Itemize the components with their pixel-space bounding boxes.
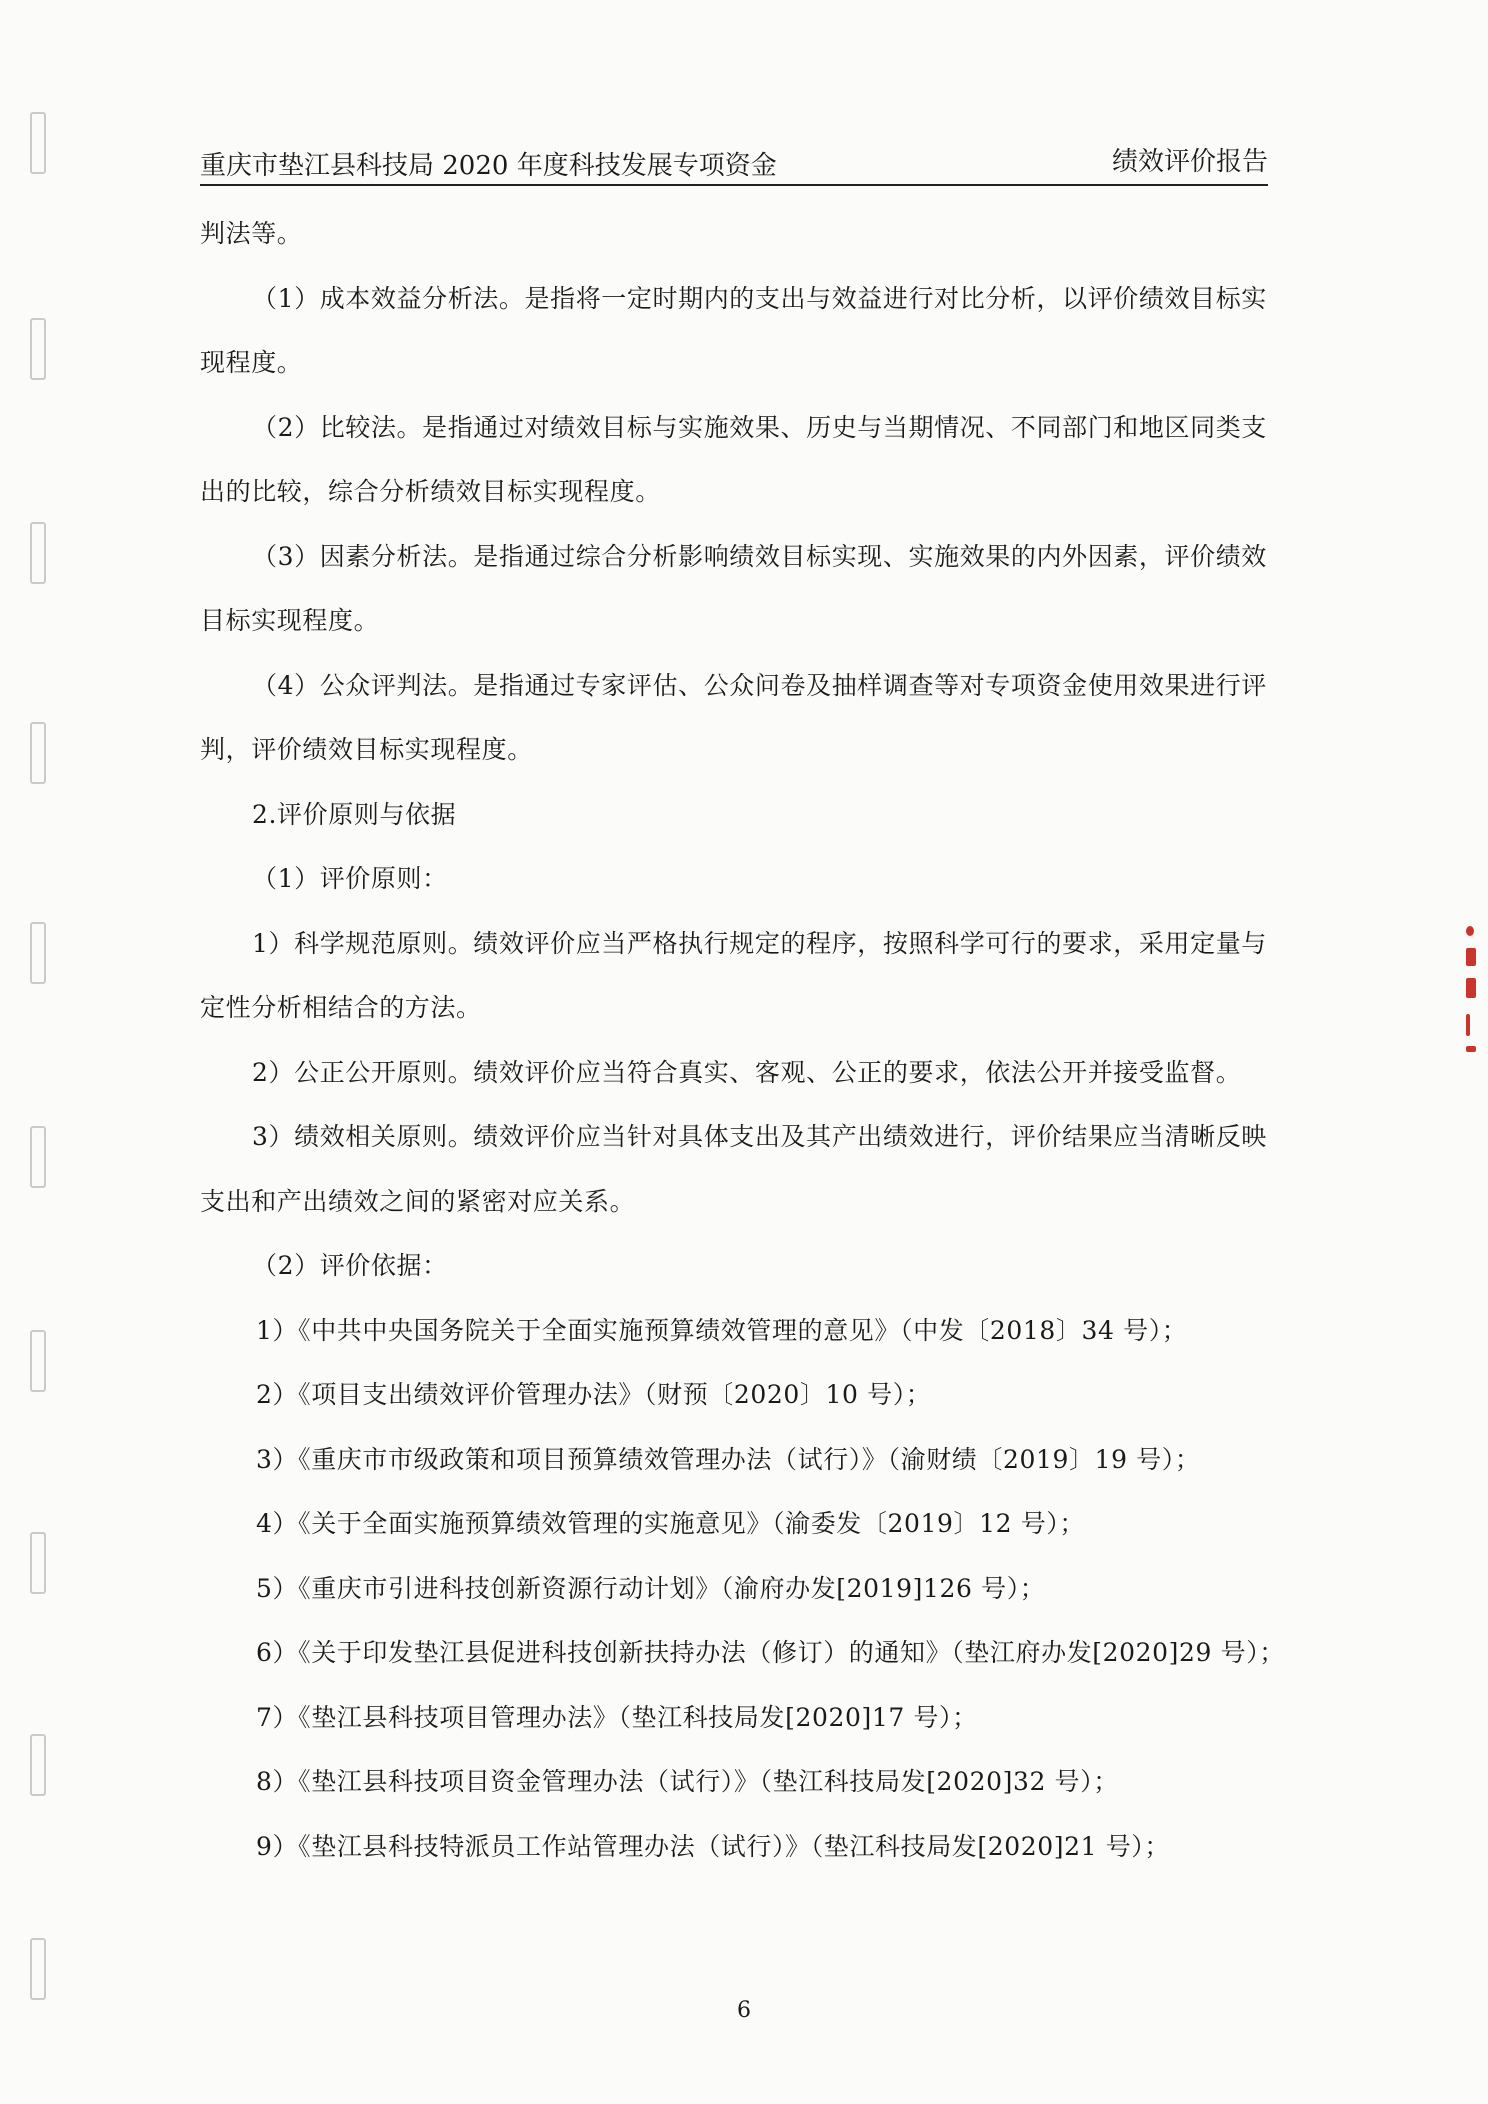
binding-hole	[30, 1938, 46, 2000]
text-line: （4）公众评判法。是指通过专家评估、公众问卷及抽样调查等对专项资金使用效果进行评	[252, 670, 1267, 700]
binding-hole	[30, 1734, 46, 1796]
reference-item: 2）《项目支出绩效评价管理办法》（财预〔2020〕10 号）；	[256, 1380, 932, 1409]
subsection-heading: （1）评价原则：	[252, 864, 448, 893]
text-line: 2）公正公开原则。绩效评价应当符合真实、客观、公正的要求，依法公开并接受监督。	[252, 1057, 1242, 1087]
reference-item: 3）《重庆市市级政策和项目预算绩效管理办法（试行）》（渝财绩〔2019〕19 号）；	[256, 1444, 1201, 1474]
reference-item: 6）《关于印发垫江县促进科技创新扶持办法（修订）的通知》（垫江府办发[2020]29 号）；	[256, 1638, 1285, 1667]
binding-hole	[30, 1126, 46, 1188]
seal-fragment	[1462, 926, 1480, 1058]
document-body	[200, 214, 1285, 1891]
text-line: （3）因素分析法。是指通过综合分析影响绩效目标实现、实施效果的内外因素，评价绩效	[252, 541, 1267, 571]
reference-item: 8）《垫江县科技项目资金管理办法（试行）》（垫江科技局发[2020]32 号）；	[256, 1767, 1119, 1796]
binding-hole	[30, 722, 46, 784]
header-report-type: 绩效评价报告	[1111, 147, 1268, 177]
binding-hole	[30, 1532, 46, 1594]
text-line: 定性分析相结合的方法。	[200, 993, 482, 1022]
binding-hole	[30, 522, 46, 584]
binding-hole	[30, 922, 46, 984]
text-line: （1）成本效益分析法。是指将一定时期内的支出与效益进行对比分析，以评价绩效目标实	[252, 283, 1267, 313]
reference-item: 9）《垫江县科技特派员工作站管理办法（试行）》（垫江科技局发[2020]21 号）；	[256, 1831, 1170, 1861]
text-line: 目标实现程度。	[200, 606, 380, 635]
page-number: 6	[737, 1998, 751, 2023]
text-line: 1）科学规范原则。绩效评价应当严格执行规定的程序，按照科学可行的要求，采用定量与	[252, 928, 1267, 958]
section-heading: 2.评价原则与依据	[252, 799, 457, 829]
binding-hole	[30, 318, 46, 380]
binding-hole	[30, 1330, 46, 1392]
reference-item: 1）《中共中央国务院关于全面实施预算绩效管理的意见》（中发〔2018〕34 号）；	[256, 1315, 1188, 1345]
text-line: 支出和产出绩效之间的紧密对应关系。	[200, 1186, 636, 1216]
page-header	[200, 140, 1268, 186]
reference-item: 7）《垫江县科技项目管理办法》（垫江科技局发[2020]17 号）；	[256, 1702, 978, 1732]
header-title: 重庆市垫江县科技局 2020 年度科技发展专项资金	[200, 151, 777, 181]
text-line: 判法等。	[200, 219, 303, 248]
subsection-heading: （2）评价依据：	[252, 1251, 448, 1280]
reference-item: 5）《重庆市引进科技创新资源行动计划》（渝府办发[2019]126 号）；	[256, 1573, 1046, 1603]
reference-item: 4）《关于全面实施预算绩效管理的实施意见》（渝委发〔2019〕12 号）；	[256, 1509, 1085, 1538]
text-line: 出的比较，综合分析绩效目标实现程度。	[200, 477, 661, 506]
text-line: 判，评价绩效目标实现程度。	[200, 735, 533, 764]
text-line: 3）绩效相关原则。绩效评价应当针对具体支出及其产出绩效进行，评价结果应当清晰反映	[252, 1122, 1267, 1151]
text-line: （2）比较法。是指通过对绩效目标与实施效果、历史与当期情况、不同部门和地区同类支	[252, 412, 1267, 442]
binding-hole	[30, 112, 46, 174]
text-line: 现程度。	[200, 348, 303, 377]
